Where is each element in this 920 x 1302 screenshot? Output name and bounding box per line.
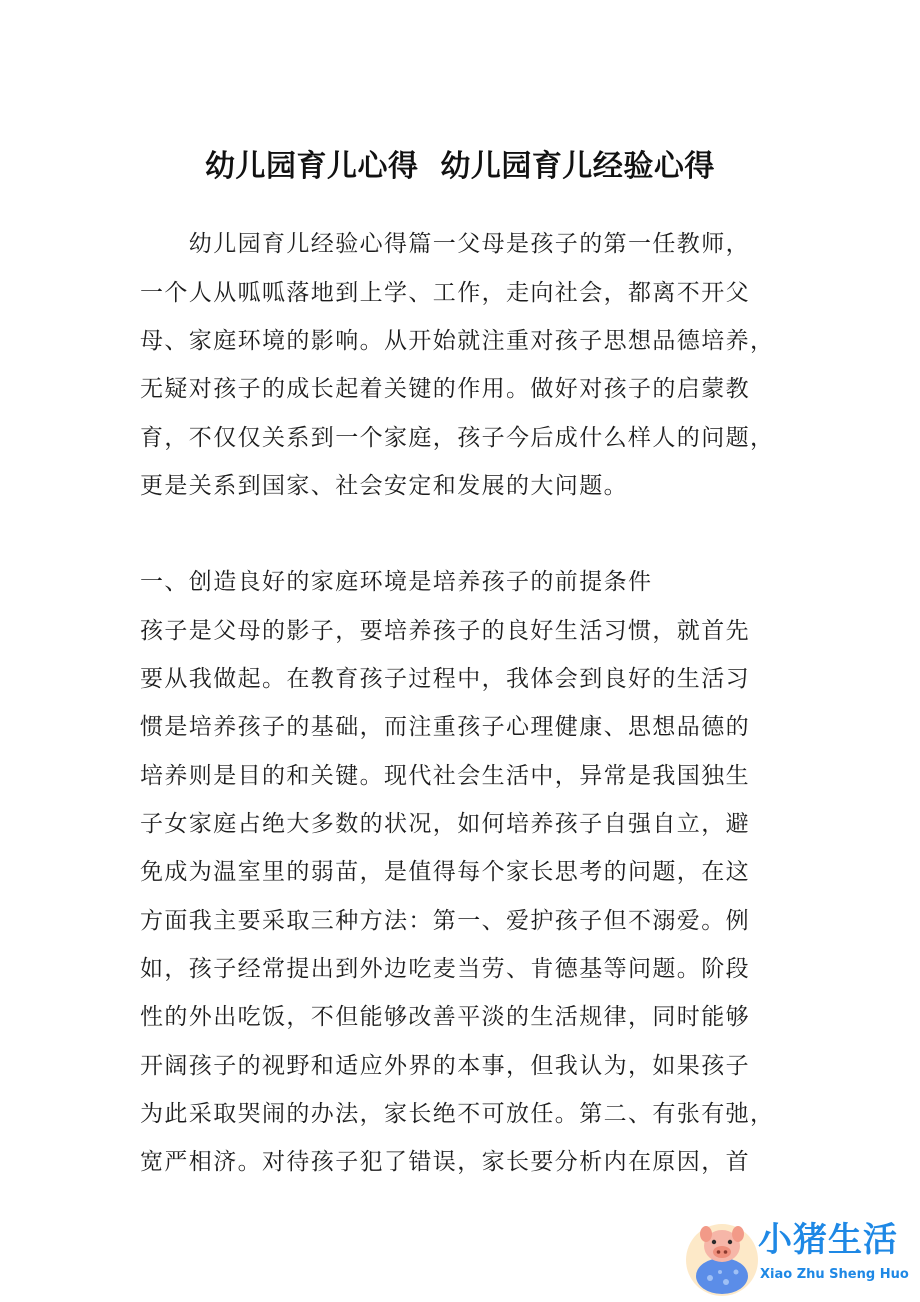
body-line: 幼儿园育儿经验心得篇一父母是孩子的第一任教师，	[140, 231, 750, 257]
body-line: 免成为温室里的弱苗，是值得每个家长思考的问题，在这	[140, 859, 750, 885]
body-line: 宽严相济。对待孩子犯了错误，家长要分析内在原因，首	[140, 1149, 750, 1175]
body-line: 要从我做起。在教育孩子过程中，我体会到良好的生活习	[140, 666, 750, 692]
body-line: 如，孩子经常提出到外边吃麦当劳、肯德基等问题。阶段	[140, 956, 750, 982]
page-title: 幼儿园育儿心得 幼儿园育儿经验心得	[205, 149, 715, 184]
body-line: 方面我主要采取三种方法：第一、爱护孩子但不溺爱。例	[140, 908, 750, 934]
body-line: 惯是培养孩子的基础，而注重孩子心理健康、思想品德的	[140, 714, 750, 740]
body-line: 性的外出吃饭，不但能够改善平淡的生活规律，同时能够	[140, 1004, 750, 1030]
body-line: 育，不仅仅关系到一个家庭，孩子今后成什么样人的问题，	[140, 425, 775, 451]
body-line: 开阔孩子的视野和适应外界的本事，但我认为，如果孩子	[140, 1053, 750, 1079]
body-line: 无疑对孩子的成长起着关键的作用。做好对孩子的启蒙教	[140, 376, 750, 402]
pig-mascot-icon	[680, 1216, 764, 1298]
section-heading: 一、创造良好的家庭环境是培养孩子的前提条件	[140, 569, 653, 595]
body-line: 孩子是父母的影子，要培养孩子的良好生活习惯，就首先	[140, 618, 750, 644]
body-line: 培养则是目的和关键。现代社会生活中，异常是我国独生	[140, 763, 750, 789]
body-line: 母、家庭环境的影响。从开始就注重对孩子思想品德培养，	[140, 328, 775, 354]
body-line: 为此采取哭闹的办法，家长绝不可放任。第二、有张有弛，	[140, 1101, 775, 1127]
watermark-name: 小猪生活	[758, 1220, 898, 1260]
body-line: 一个人从呱呱落地到上学、工作，走向社会，都离不开父	[140, 280, 750, 306]
watermark-subtitle: Xiao Zhu Sheng Huo	[760, 1267, 909, 1282]
body-line: 更是关系到国家、社会安定和发展的大问题。	[140, 473, 628, 499]
watermark-logo	[680, 1216, 914, 1298]
body-line: 子女家庭占绝大多数的状况，如何培养孩子自强自立，避	[140, 811, 750, 837]
